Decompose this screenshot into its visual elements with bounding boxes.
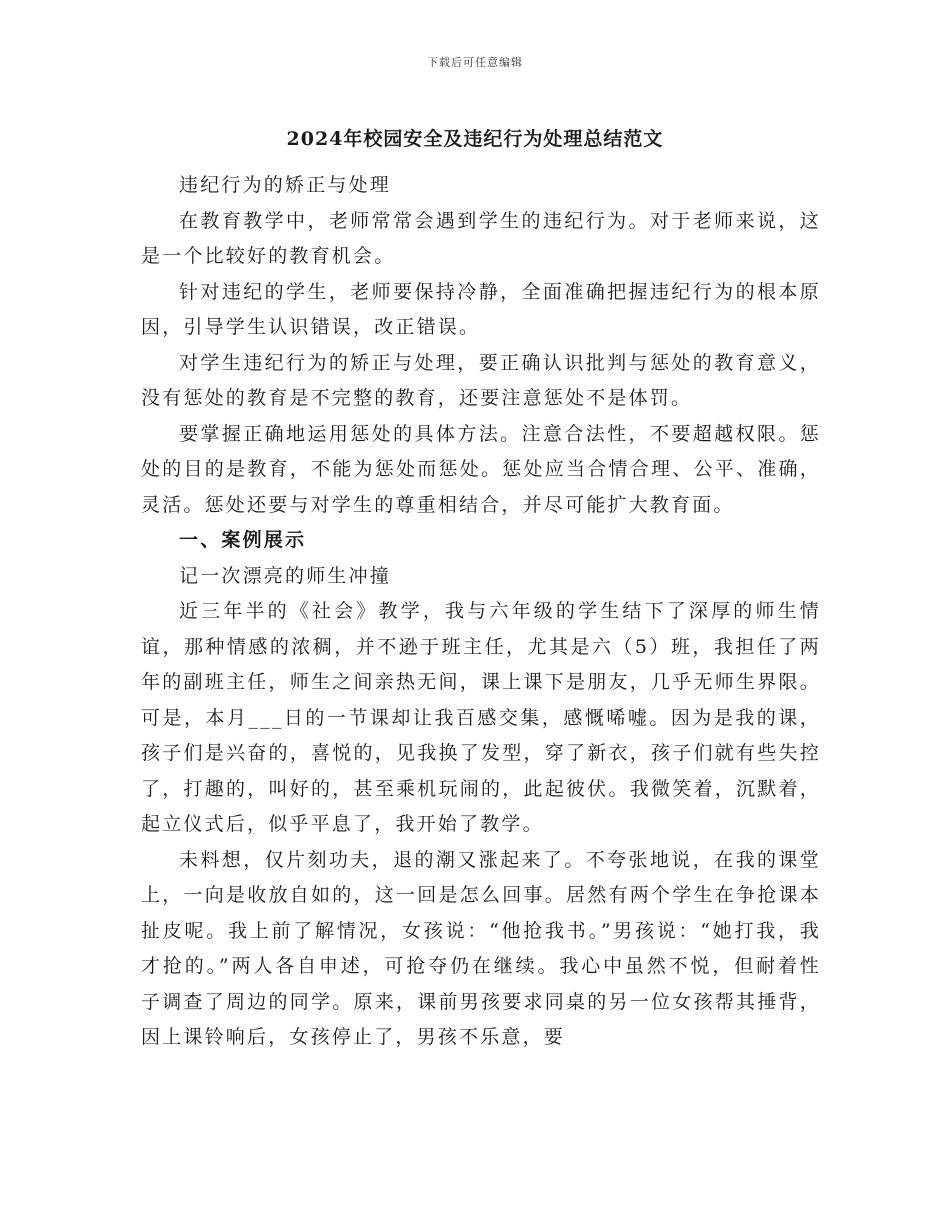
paragraph: 对学生违纪行为的矫正与处理，要正确认识批判与惩处的教育意义，没有惩处的教育是不完整的教育，还要注意惩处不是体罚。: [141, 351, 821, 409]
paragraph: 在教育教学中，老师常常会遇到学生的违纪行为。对于老师来说，这是一个比较好的教育机会。: [141, 209, 821, 267]
document-body: [141, 168, 821, 1056]
paragraph: 违纪行为的矫正与处理: [179, 174, 392, 196]
paragraph: 要掌握正确地运用惩处的具体方法。注意合法性，不要超越权限。惩处的目的是教育，不能为惩处而惩处。惩处应当合情合理、公平、准确，灵活。惩处还要与对学生的尊重相结合，并尽可能扩大教育面。: [141, 422, 821, 516]
paragraph: 未料想，仅片刻功夫，退的潮又涨起来了。不夸张地说，在我的课堂上，一向是收放自如的，这一回是怎么回事。居然有两个学生在争抢课本扯皮呢。我上前了解情况，女孩说：“他抢我书。”男孩说：“她打我，我才抢的。”两人各自申述，可抢夺仍在继续。我心中虽然不悦，但耐着性子调查了周边的同学。原来，课前男孩要求同桌的另一位女孩帮其捶背，因上课铃响后，女孩停止了，男孩不乐意，要: [141, 848, 821, 1048]
paragraph: 针对违纪的学生，老师要保持冷静，全面准确把握违纪行为的根本原因，引导学生认识错误，改正错误。: [141, 280, 821, 338]
paragraph: 记一次漂亮的师生冲撞: [179, 564, 392, 587]
header-note: 下载后可任意编辑: [427, 56, 523, 69]
section-heading: 一、案例展示: [179, 529, 307, 551]
paragraph: 近三年半的《社会》教学，我与六年级的学生结下了深厚的师生情谊，那种情感的浓稠，并不逊于班主任，尤其是六（5）班，我担任了两年的副班主任，师生之间亲热无间，课上课下是朋友，几乎无师生界限。可是，本月___日的一节课却让我百感交集，感慨唏嘘。因为是我的课，孩子们是兴奋的，喜悦的，见我换了发型，穿了新衣，孩子们就有些失控了，打趣的，叫好的，甚至乘机玩闹的，此起彼伏。我微笑着，沉默着，起立仪式后，似乎平息了，我开始了教学。: [141, 600, 821, 835]
page-title: 2024年校园安全及违纪行为处理总结范文: [286, 128, 664, 150]
